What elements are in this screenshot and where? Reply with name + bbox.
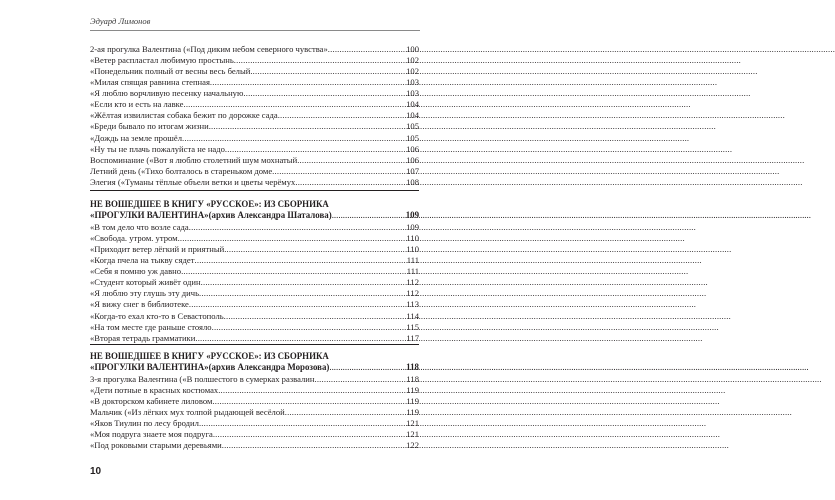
toc-entry-page: 121 [406,418,419,429]
toc-entry-title: «Яков Тиулин по лесу бродил [90,418,199,429]
running-header-author: Эдуард Лимонов [90,16,151,26]
toc-entry [90,429,419,440]
toc-entry-page: 118 [406,374,419,384]
toc-entry-title: «Ну ты не плачь пожалуйста не надо [90,143,225,154]
toc-entry [90,110,419,121]
toc-entry-page: 102 [406,55,419,66]
toc-entry [90,99,419,110]
toc-leader-dots [297,155,405,166]
toc-entry-title: Мальчик («Из лёгких мух толпой рыдающей весёлой [90,407,285,418]
toc-entry-page: 106 [406,154,419,165]
toc-entry [90,222,419,233]
toc-entry-page: 103 [406,88,419,99]
toc-entry-title: «Если кто и есть на лавке [90,99,184,110]
toc-entry-page: 111 [406,266,419,277]
section-separator [90,344,419,345]
toc-leader-dots [195,333,405,344]
toc-entry-page: 104 [406,110,419,121]
toc-entry-page: 108 [406,176,419,187]
toc-entry [90,121,419,132]
toc-leader-dots [213,429,405,440]
toc-entry-title: «Когда пчела на тыкву сядет [90,255,195,266]
toc-leader-dots [332,210,406,221]
toc-entry-title: 3-я прогулка Валентина («В полшестого в сумерках развалин [90,374,315,384]
toc-leader-dots [189,299,406,310]
section-heading-collection: «ПРОГУЛКИ ВАЛЕНТИНА» [90,362,209,372]
toc-leader-dots [295,177,405,188]
toc-entry-page: 112 [406,288,419,299]
toc-entry [90,88,419,99]
toc-entry-title: «Свобода. утром. утром [90,233,178,244]
toc-entry [90,440,419,451]
toc-entry [90,44,419,55]
toc-entry [90,288,419,299]
toc-entry-title: «Я люблю эту глушь эту дичь [90,288,200,299]
toc-entry [90,155,419,166]
toc-leader-dots [183,99,405,110]
toc-leader-dots [243,88,405,99]
toc-entry-page: 119 [406,385,419,396]
toc-entry-title: «Дождь на земле прошёл [90,132,182,143]
toc-entry [90,266,419,277]
toc-entry-page: 103 [406,77,419,88]
toc-entry-page: 115 [406,321,419,332]
toc-entry [90,177,419,188]
toc-entry-page: 107 [406,165,419,176]
toc-entry-page: 105 [406,132,419,143]
toc-entry-page: 106 [406,143,419,154]
toc-entry-title: «Моя подруга знаете моя подруга [90,429,213,440]
toc-leader-dots [189,222,405,233]
toc-entry-title: Летний день («Тихо болталось в стареньком доме [90,165,273,176]
toc-entry-title: «Жёлтая извилистая собака бежит по дорожке сада [90,110,278,121]
toc-entry [90,255,419,266]
toc-entry [90,233,419,244]
section-heading-archive: (архив Александра Шаталова) [208,210,332,220]
section-heading-archive: (архив Александра Морозова) [208,362,330,372]
toc-entry [90,333,419,344]
toc-leader-dots [329,362,406,373]
toc-leader-dots [199,288,405,299]
toc-entry-page: 113 [406,299,419,310]
toc-entry [90,396,419,407]
toc-entry [90,385,419,396]
toc-leader-dots [218,385,405,396]
toc-entry-title: Элегия («Туманы тёплые объели ветки и цветы черёмух [90,176,296,187]
toc-leader-dots [212,396,405,407]
toc-leader-dots [224,311,406,322]
toc-entry-title: «Студент который живёт один [90,277,201,288]
toc-leader-dots [212,322,406,333]
toc-entry-title: «Ветер распластал любимую простынь [90,55,234,66]
toc-entry-title: 2-ая прогулка Валентина («Под диким небом северного чувства» [90,44,328,54]
toc-leader-dots [199,418,405,429]
toc-entry-page: 102 [406,66,419,77]
toc-leader-dots [178,233,406,244]
toc-entry [90,77,419,88]
toc-entry [90,407,419,418]
page-number: 10 [90,466,102,477]
header-rule [90,30,420,31]
toc-entry-title: «Милая спящая равнина степная [90,77,210,88]
toc-entry [90,144,419,155]
toc-entry [90,166,419,177]
toc-entry [90,418,419,429]
toc-entry-page: 110 [406,233,419,244]
toc-entry-title: «Я люблю ворчливую песенку начальную [90,88,244,99]
toc-entry-title: «Я вижу снег в библиотеке [90,299,189,310]
toc-entry-page: 119 [406,407,419,418]
toc-entry-page: 104 [406,99,419,110]
toc-leader-dots [201,277,406,288]
section-heading-morozov [90,351,419,373]
toc-leader-dots [195,255,406,266]
section-page-number: 118 [406,362,419,372]
toc-entry-page: 109 [406,222,419,232]
toc-entry-page: 119 [406,396,419,407]
toc-entry-title: «Дети потные в красных костюмах [90,385,219,396]
toc-leader-dots [272,166,405,177]
toc-entry-page: 114 [406,310,419,321]
toc-entry-title: «Приходит ветер лёгкий и приятный [90,244,225,255]
toc-leader-dots [225,144,405,155]
toc-entry-title: «Себя я помню уж давно [90,266,182,277]
toc-entry-title: Воспоминание («Вот я люблю столетний шум мохнатый [90,154,298,165]
toc-entry-title: «На том месте где раньше стояло [90,321,212,332]
toc-leader-dots [234,55,405,66]
toc-entry [90,133,419,144]
toc-entry-page: 112 [406,277,419,288]
toc-entry-page: 111 [406,255,419,266]
section-separator [90,190,419,191]
toc-leader-dots [328,44,405,55]
toc-entry [90,322,419,333]
toc-entry [90,244,419,255]
toc-leader-dots [224,244,405,255]
toc-leader-dots [278,110,405,121]
toc-leader-dots [250,66,405,77]
toc-entry-page: 105 [406,121,419,132]
toc-leader-dots [210,77,405,88]
toc-entry-title: «В том дело что возле сада [90,222,189,232]
toc-entry-page: 110 [406,244,419,255]
toc-entry-page: 122 [406,440,419,451]
toc-entry [90,374,419,385]
toc-leader-dots [181,266,406,277]
toc-entry [90,66,419,77]
toc-entry-page: 121 [406,429,419,440]
toc-leader-dots [209,121,405,132]
toc-leader-dots [285,407,406,418]
toc-leader-dots [182,133,405,144]
section-heading-collection: «ПРОГУЛКИ ВАЛЕНТИНА» [90,210,209,220]
toc-entry-title: «Бреди бывало по итогам жизни [90,121,209,132]
toc-leader-dots [222,440,405,451]
toc-entry-title: «Под роковыми старыми деревьями [90,440,222,451]
toc-entry [90,55,419,66]
toc-entry-title: «Понедельник полный от весны весь белый [90,66,251,77]
toc-leader-dots [314,374,405,385]
toc-entry-title: «Когда-то ехал кто-то в Севастополь [90,310,224,321]
toc-entry-title: «Вторая тетрадь грамматики [90,332,196,343]
toc-entry [90,299,419,310]
section-page-number: 109 [405,210,419,220]
section-heading-line1: НЕ ВОШЕДШЕЕ В КНИГУ «РУССКОЕ»: ИЗ СБОРНИКА [90,351,329,361]
toc-entry-page: 117 [406,332,419,343]
toc-entry [90,277,419,288]
section-heading-line1: НЕ ВОШЕДШЕЕ В КНИГУ «РУССКОЕ»: ИЗ СБОРНИКА [90,199,329,209]
toc-entry-title: «В докторском кабинете лиловом [90,396,213,407]
toc-entry [90,311,419,322]
section-heading-shatalov [90,199,419,221]
toc-entry-page: 100 [406,44,419,54]
